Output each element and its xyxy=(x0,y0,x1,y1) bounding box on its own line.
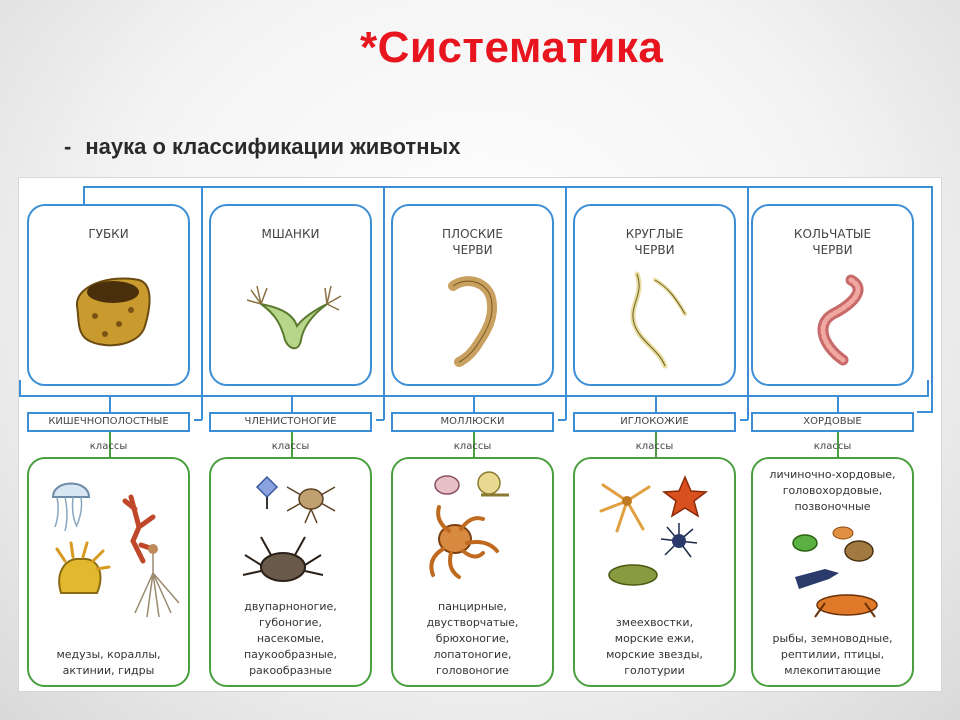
card-coelenterates xyxy=(27,457,190,687)
classes-line: млекопитающие xyxy=(784,664,881,677)
classes-line: морские звезды, xyxy=(606,648,703,661)
classes-label: классы xyxy=(453,441,492,452)
card-title: ЧЕРВИ xyxy=(634,243,675,257)
classes-text xyxy=(757,631,908,679)
sponge-picture xyxy=(69,266,154,356)
phylum-label: МОЛЛЮСКИ xyxy=(391,412,554,432)
card-flatworms xyxy=(391,204,554,386)
card-title: МШАНКИ xyxy=(261,227,320,241)
classes-text xyxy=(397,599,548,679)
echinoderms-picture xyxy=(593,471,723,591)
card-title: ГУБКИ xyxy=(88,227,129,241)
classes-line: двупарноногие, xyxy=(244,600,337,613)
card-arthropods xyxy=(209,457,372,687)
phylum-label: ИГЛОКОЖИЕ xyxy=(573,412,736,432)
coelenterates-picture xyxy=(35,473,185,623)
arthropods-picture xyxy=(231,469,361,589)
classes-label: классы xyxy=(813,441,852,452)
card-mollusks xyxy=(391,457,554,687)
classes-line: ракообразные xyxy=(249,664,332,677)
classes-label: классы xyxy=(89,441,128,452)
bryozoan-picture xyxy=(241,264,346,364)
classes-text xyxy=(579,615,730,679)
card-sponges xyxy=(27,204,190,386)
phylum-label: ЧЛЕНИСТОНОГИЕ xyxy=(209,412,372,432)
phylum-label: ХОРДОВЫЕ xyxy=(751,412,914,432)
roundworm-picture xyxy=(615,266,705,376)
card-title: КОЛЬЧАТЫЕ xyxy=(793,227,872,241)
classes-line: змеехвостки, xyxy=(615,616,694,629)
subtitle-text: наука о классификации животных xyxy=(85,134,461,159)
phylum-label: КИШЕЧНОПОЛОСТНЫЕ xyxy=(27,412,190,432)
classes-line: лопатоногие, xyxy=(433,648,512,661)
classes-line: головохордовые, xyxy=(782,484,883,497)
annelid-picture xyxy=(793,270,883,370)
card-title: КРУГЛЫЕ xyxy=(625,227,684,241)
page-title: *Систематика xyxy=(360,23,664,72)
subtitle-dash: - xyxy=(64,134,72,159)
card-bryozoans xyxy=(209,204,372,386)
card-title: ПЛОСКИЕ xyxy=(442,227,503,241)
classes-line: двустворчатые, xyxy=(426,616,519,629)
classes-line: паукообразные, xyxy=(243,648,338,661)
classes-line: голотурии xyxy=(624,664,685,677)
classes-line: морские ежи, xyxy=(614,632,695,645)
classes-line: личиночно-хордовые, xyxy=(769,468,896,481)
chordates-picture xyxy=(785,523,895,619)
classes-label: классы xyxy=(635,441,674,452)
classes-text xyxy=(33,647,184,679)
classes-line: губоногие, xyxy=(259,616,322,629)
classes-label: классы xyxy=(271,441,310,452)
classes-line: позвоночные xyxy=(794,500,871,513)
mollusks-picture xyxy=(419,469,539,589)
card-chordates xyxy=(751,457,914,687)
card-title: ЧЕРВИ xyxy=(812,243,853,257)
classes-line: рептилии, птицы, xyxy=(780,648,885,661)
classes-line: медузы, кораллы, xyxy=(56,648,161,661)
classes-line: актинии, гидры xyxy=(62,664,155,677)
card-roundworms xyxy=(573,204,736,386)
card-annelids xyxy=(751,204,914,386)
card-echinoderms xyxy=(573,457,736,687)
classes-text xyxy=(215,599,366,679)
classes-line: панцирные, xyxy=(438,600,507,613)
classes-line: брюхоногие, xyxy=(435,632,510,645)
classes-line: рыбы, земноводные, xyxy=(772,632,893,645)
classes-line: насекомые, xyxy=(256,632,325,645)
card-title: ЧЕРВИ xyxy=(452,243,493,257)
classes-text-top xyxy=(757,467,908,515)
classes-line: головоногие xyxy=(435,664,510,677)
flatworm-picture xyxy=(443,272,518,372)
